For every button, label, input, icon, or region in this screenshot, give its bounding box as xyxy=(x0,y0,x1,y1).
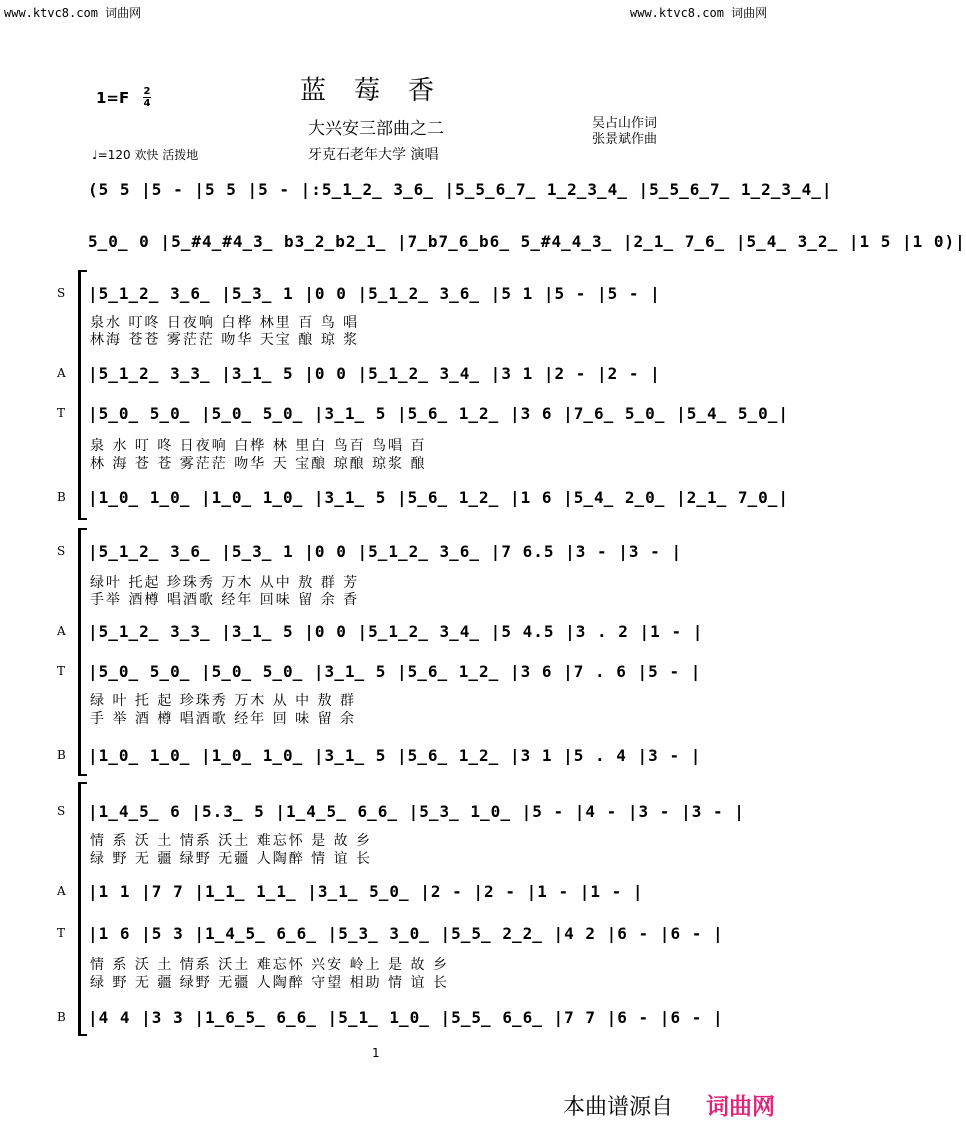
soprano-lyric-verse-2: 林海 苍苍 雾茫茫 吻华 天宝 酿 琼 浆 xyxy=(90,332,360,348)
page-title: 蓝莓香 xyxy=(300,76,463,106)
voice-label-soprano: S xyxy=(57,804,66,818)
soprano-lyric-verse-1: 泉水 叮咚 日夜响 白桦 林里 百 鸟 唱 xyxy=(90,315,360,331)
voice-label-tenor: T xyxy=(57,664,66,678)
voice-label-bass: B xyxy=(57,490,66,504)
time-bottom: 4 xyxy=(143,98,151,109)
footer-brand-link[interactable]: 词曲网 xyxy=(706,1094,775,1120)
tenor-notes: |1 6 |5 3 |1̲4̲5̲ 6̲6̲ |5̲3̲ 3̲0̲ |5̲5̲ 2̲2̲ |4 2 |6 - |6 - | xyxy=(88,924,724,943)
performer: 牙克石老年大学 演唱 xyxy=(308,147,439,163)
alto-notes: |5̲1̲2̲ 3̲3̲ |3̲1̲ 5 |0 0 |5̲1̲2̲ 3̲4̲ |5 4.5 |3 . 2 |1 - | xyxy=(88,622,704,641)
tenor-lyric-verse-1: 泉 水 叮 咚 日夜响 白桦 林 里白 鸟百 鸟唱 百 xyxy=(90,438,427,454)
voice-label-soprano: S xyxy=(57,286,66,300)
bass-notes: |1̲0̲ 1̲0̲ |1̲0̲ 1̲0̲ |3̲1̲ 5 |5̲6̲ 1̲2̲ |1 6 |5̲4̲ 2̲0̲ |2̲1̲ 7̲0̲| xyxy=(88,488,790,507)
soprano-notes: |5̲1̲2̲ 3̲6̲ |5̲3̲ 1 |0 0 |5̲1̲2̲ 3̲6̲ |5 1 |5 - |5 - | xyxy=(88,284,661,303)
alto-notes: |5̲1̲2̲ 3̲3̲ |3̲1̲ 5 |0 0 |5̲1̲2̲ 3̲4̲ |3 1 |2 - |2 - | xyxy=(88,364,661,383)
voice-label-alto: A xyxy=(57,624,66,638)
bass-notes: |1̲0̲ 1̲0̲ |1̲0̲ 1̲0̲ |3̲1̲ 5 |5̲6̲ 1̲2̲ |3 1 |5 . 4 |3 - | xyxy=(88,746,702,765)
watermark-right: www.ktvc8.com 词曲网 xyxy=(630,6,768,20)
alto-notes: |1 1 |7 7 |1̲1̲ 1̲1̲ |3̲1̲ 5̲0̲ |2 - |2 - |1 - |1 - | xyxy=(88,882,644,901)
intro-line-1: (5 5 |5 - |5 5 |5 - |:5̲1̲2̲ 3̲6̲ |5̲5̲6̲7̲ 1̲2̲3̲4̲ |5̲5̲6̲7̲ 1̲2̲3̲4̲| xyxy=(88,180,833,199)
voice-label-tenor: T xyxy=(57,406,66,420)
intro-line-2: 5̲0̲ 0 |5̲#4̲#4̲3̲ b3̲2̲b2̲1̲ |7̲b7̲6̲b6̲ 5̲#4̲4̲3̲ |2̲1̲ 7̲6̲ |5̲4̲ 3̲2̲ |1 5 |1 0)| xyxy=(88,232,966,251)
voice-label-bass: B xyxy=(57,1010,66,1024)
system-bracket xyxy=(78,270,87,520)
tenor-lyric-verse-2: 手 举 酒 樽 唱酒歌 经年 回 味 留 余 xyxy=(90,711,357,727)
watermark-left: www.ktvc8.com 词曲网 xyxy=(4,6,142,20)
subtitle: 大兴安三部曲之二 xyxy=(308,119,444,139)
tenor-lyric-verse-2: 绿 野 无 疆 绿野 无疆 人陶醉 守望 相助 情 谊 长 xyxy=(90,975,449,991)
tenor-lyric-verse-1: 情 系 沃 土 情系 沃土 难忘怀 兴安 岭上 是 故 乡 xyxy=(90,957,449,973)
system-bracket xyxy=(78,528,87,776)
voice-label-tenor: T xyxy=(57,926,66,940)
key-signature: 1=F xyxy=(96,89,130,107)
time-signature xyxy=(143,86,151,109)
voice-label-alto: A xyxy=(57,884,66,898)
composer: 张景斌作曲 xyxy=(592,132,658,147)
voice-label-soprano: S xyxy=(57,544,66,558)
tenor-notes: |5̲0̲ 5̲0̲ |5̲0̲ 5̲0̲ |3̲1̲ 5 |5̲6̲ 1̲2̲ |3 6 |7̲6̲ 5̲0̲ |5̲4̲ 5̲0̲| xyxy=(88,404,790,423)
lyricist: 吴占山作词 xyxy=(592,116,658,131)
tenor-lyric-verse-1: 绿 叶 托 起 珍珠秀 万木 从 中 敖 群 xyxy=(90,693,357,709)
time-top: 2 xyxy=(143,86,151,97)
soprano-lyric-verse-2: 绿 野 无 疆 绿野 无疆 人陶醉 情 谊 长 xyxy=(90,851,373,867)
system-bracket xyxy=(78,782,87,1036)
soprano-lyric-verse-1: 绿叶 托起 珍珠秀 万木 从中 敖 群 芳 xyxy=(90,575,360,591)
soprano-lyric-verse-2: 手举 酒樽 唱酒歌 经年 回味 留 余 香 xyxy=(90,592,360,608)
tenor-notes: |5̲0̲ 5̲0̲ |5̲0̲ 5̲0̲ |3̲1̲ 5 |5̲6̲ 1̲2̲ |3 6 |7 . 6 |5 - | xyxy=(88,662,702,681)
soprano-notes: |5̲1̲2̲ 3̲6̲ |5̲3̲ 1 |0 0 |5̲1̲2̲ 3̲6̲ |7 6.5 |3 - |3 - | xyxy=(88,542,683,561)
footer-source-text: 本曲谱源自 xyxy=(563,1095,674,1120)
voice-label-bass: B xyxy=(57,748,66,762)
page-number: 1 xyxy=(372,1046,380,1060)
tenor-lyric-verse-2: 林 海 苍 苍 雾茫茫 吻华 天 宝酿 琼酿 琼浆 酿 xyxy=(90,456,427,472)
soprano-lyric-verse-1: 情 系 沃 土 情系 沃土 难忘怀 是 故 乡 xyxy=(90,833,373,849)
tempo-marking: ♩=120 欢快 活拨地 xyxy=(92,148,199,162)
voice-label-alto: A xyxy=(57,366,66,380)
soprano-notes: |1̲4̲5̲ 6 |5.3̲ 5 |1̲4̲5̲ 6̲6̲ |5̲3̲ 1̲0̲ |5 - |4 - |3 - |3 - | xyxy=(88,802,745,821)
bass-notes: |4 4 |3 3 |1̲6̲5̲ 6̲6̲ |5̲1̲ 1̲0̲ |5̲5̲ 6̲6̲ |7 7 |6 - |6 - | xyxy=(88,1008,724,1027)
